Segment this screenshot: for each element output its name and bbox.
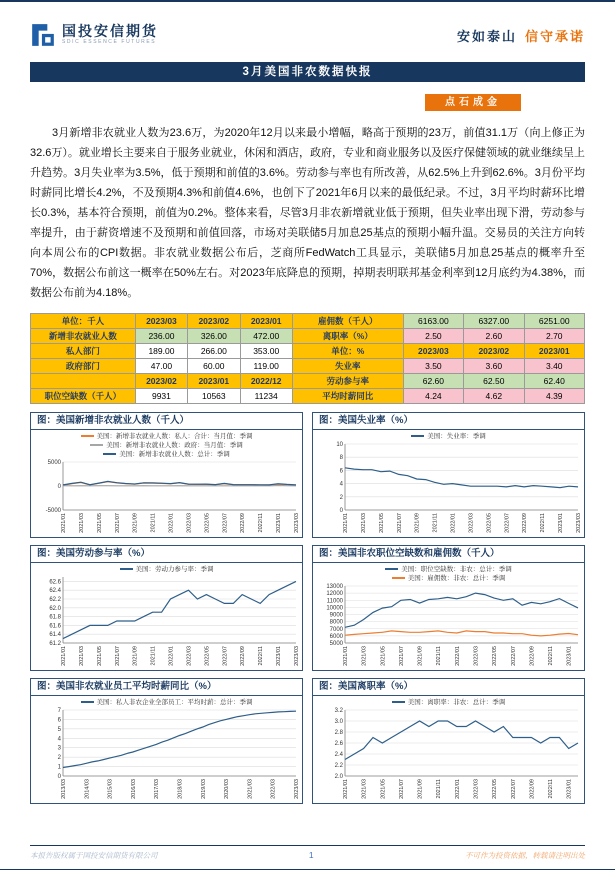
page-number: 1 — [308, 850, 314, 860]
table-header-cell: 单位：% — [292, 344, 403, 359]
svg-text:2021/05: 2021/05 — [378, 513, 385, 534]
svg-text:11000: 11000 — [326, 598, 343, 605]
chart-canvas — [313, 706, 584, 803]
svg-text:2.2: 2.2 — [334, 763, 343, 770]
svg-text:13000: 13000 — [326, 584, 343, 591]
table-value-cell: 11234 — [240, 389, 292, 404]
svg-text:2019/03: 2019/03 — [200, 779, 207, 800]
table-header-cell: 政府部门 — [31, 359, 136, 374]
svg-text:62.4: 62.4 — [49, 588, 61, 595]
table-value-cell: 266.00 — [188, 344, 240, 359]
svg-text:2021/07: 2021/07 — [398, 779, 405, 800]
chart-title: 图：美国非农就业员工平均时薪同比（%） — [31, 679, 302, 696]
svg-text:2023/01: 2023/01 — [558, 513, 565, 534]
svg-text:61.6: 61.6 — [49, 623, 61, 630]
legend-item: 美国：职位空缺数：非农：总计：季调 — [313, 564, 584, 573]
svg-text:2021/07: 2021/07 — [396, 513, 403, 534]
table-header-cell: 2023/03 — [403, 344, 463, 359]
svg-text:2021/07: 2021/07 — [114, 513, 121, 534]
table-value-cell: 60.00 — [188, 359, 240, 374]
svg-text:2021/11: 2021/11 — [436, 646, 443, 666]
badge-row — [30, 94, 585, 111]
table-value-cell: 6163.00 — [403, 314, 463, 329]
svg-text:2018/03: 2018/03 — [177, 779, 184, 800]
svg-text:2022/11: 2022/11 — [540, 513, 547, 533]
svg-text:0: 0 — [57, 774, 61, 781]
table-value-cell: 119.00 — [240, 359, 292, 374]
table-header-cell: 平均时薪同比 — [292, 389, 403, 404]
svg-text:2022/07: 2022/07 — [222, 513, 229, 534]
chart-panel-4 — [312, 545, 585, 671]
chart-panel-6 — [312, 678, 585, 804]
svg-text:1: 1 — [57, 764, 61, 771]
table-row — [31, 344, 585, 359]
svg-text:2022/11: 2022/11 — [548, 646, 555, 666]
svg-text:6: 6 — [339, 468, 343, 475]
svg-text:2023/03: 2023/03 — [576, 513, 582, 534]
svg-text:2017/03: 2017/03 — [154, 779, 161, 800]
legend-item: 美国：失业率：季调 — [313, 431, 584, 440]
svg-text:2022/07: 2022/07 — [510, 779, 517, 800]
svg-text:2021/01: 2021/01 — [343, 779, 349, 800]
svg-text:2022/03: 2022/03 — [270, 779, 277, 800]
table-header-cell: 2023/01 — [240, 314, 292, 329]
svg-text:2022/07: 2022/07 — [510, 646, 517, 667]
svg-text:4: 4 — [339, 481, 343, 488]
table-header-cell: 劳动参与率 — [292, 374, 403, 389]
svg-text:2022/05: 2022/05 — [492, 646, 499, 667]
table-header-cell — [31, 374, 136, 389]
svg-text:2023/01: 2023/01 — [276, 646, 283, 667]
svg-text:2021/03: 2021/03 — [247, 779, 254, 800]
table-value-cell: 2.70 — [524, 329, 584, 344]
svg-text:2022/11: 2022/11 — [258, 513, 265, 533]
svg-text:2022/01: 2022/01 — [454, 779, 461, 800]
legend-item: 美国：劳动力参与率：季调 — [31, 564, 302, 573]
svg-text:61.2: 61.2 — [49, 641, 61, 648]
svg-text:5000: 5000 — [47, 460, 61, 467]
summary-data-table — [30, 313, 585, 404]
svg-text:2: 2 — [339, 494, 343, 501]
svg-text:61.8: 61.8 — [49, 614, 61, 621]
chart-canvas — [31, 573, 302, 670]
svg-text:10000: 10000 — [326, 605, 343, 612]
svg-text:62.0: 62.0 — [49, 605, 61, 612]
svg-text:2.8: 2.8 — [334, 730, 343, 737]
svg-text:2021/07: 2021/07 — [398, 646, 405, 667]
chart-panel-5 — [30, 678, 303, 804]
footer-copyright: 本报告版权属于国投安信期货有限公司 — [30, 851, 158, 860]
svg-text:8: 8 — [339, 455, 343, 462]
svg-text:10: 10 — [336, 442, 343, 449]
svg-text:2021/03: 2021/03 — [78, 646, 85, 667]
chart-legend — [31, 696, 302, 706]
svg-text:2021/03: 2021/03 — [360, 513, 367, 534]
slogan-part-1: 安如泰山 — [456, 28, 517, 44]
table-value-cell: 6327.00 — [464, 314, 524, 329]
table-header-cell: 2022/12 — [240, 374, 292, 389]
svg-text:2021/09: 2021/09 — [414, 513, 421, 534]
svg-text:2023/03: 2023/03 — [294, 779, 300, 800]
table-value-cell: 3.50 — [403, 359, 463, 374]
chart-title: 图：美国劳动参与率（%） — [31, 546, 302, 563]
chart-legend — [313, 430, 584, 440]
legend-item: 美国：雇佣数：非农：总计：季调 — [313, 573, 584, 582]
table-value-cell: 62.60 — [403, 374, 463, 389]
svg-text:2022/03: 2022/03 — [473, 779, 480, 800]
svg-text:2022/01: 2022/01 — [168, 513, 175, 534]
table-value-cell: 3.40 — [524, 359, 584, 374]
table-value-cell: 62.50 — [464, 374, 524, 389]
chart-title: 图：美国新增非农就业人数（千人） — [31, 413, 302, 430]
svg-text:2022/01: 2022/01 — [168, 646, 175, 667]
svg-text:2021/09: 2021/09 — [417, 646, 424, 667]
table-row — [31, 329, 585, 344]
table-value-cell: 4.62 — [464, 389, 524, 404]
svg-text:2021/05: 2021/05 — [96, 513, 103, 534]
slogan-part-2: 信守承诺 — [524, 28, 585, 44]
table-value-cell: 10563 — [188, 389, 240, 404]
svg-text:2020/03: 2020/03 — [224, 779, 231, 800]
chart-canvas — [31, 458, 302, 537]
table-value-cell: 189.00 — [135, 344, 187, 359]
chart-title: 图：美国离职率（%） — [313, 679, 584, 696]
table-header-cell: 2023/03 — [135, 314, 187, 329]
svg-text:2022/03: 2022/03 — [186, 513, 193, 534]
svg-text:12000: 12000 — [326, 591, 343, 598]
svg-text:2.4: 2.4 — [334, 752, 343, 759]
svg-text:7: 7 — [57, 708, 61, 715]
svg-text:2022/03: 2022/03 — [186, 646, 193, 667]
svg-text:2022/03: 2022/03 — [468, 513, 475, 534]
chart-legend — [31, 563, 302, 573]
table-value-cell: 62.40 — [524, 374, 584, 389]
company-name-block — [62, 24, 158, 46]
svg-text:2023/01: 2023/01 — [566, 646, 573, 667]
svg-text:2021/11: 2021/11 — [436, 779, 443, 799]
table-value-cell: 353.00 — [240, 344, 292, 359]
svg-text:2022/11: 2022/11 — [258, 646, 265, 666]
chart-title: 图：美国非农职位空缺数和雇佣数（千人） — [313, 546, 584, 563]
svg-text:2023/03: 2023/03 — [294, 513, 300, 534]
svg-text:0: 0 — [339, 508, 343, 515]
chart-panel-3 — [30, 545, 303, 671]
svg-text:4: 4 — [57, 736, 61, 743]
svg-text:2021/01: 2021/01 — [61, 646, 67, 667]
svg-text:2022/07: 2022/07 — [504, 513, 511, 534]
table-header-cell: 失业率 — [292, 359, 403, 374]
svg-text:8000: 8000 — [329, 619, 343, 626]
svg-text:2.0: 2.0 — [334, 774, 343, 781]
chart-canvas — [313, 440, 584, 537]
svg-text:2015/03: 2015/03 — [107, 779, 114, 800]
svg-text:2021/01: 2021/01 — [343, 646, 349, 667]
company-logo — [30, 22, 158, 48]
svg-text:2022/05: 2022/05 — [204, 646, 211, 667]
svg-text:2022/09: 2022/09 — [522, 513, 529, 534]
table-header-cell: 职位空缺数（千人） — [31, 389, 136, 404]
table-value-cell: 47.00 — [135, 359, 187, 374]
legend-item: 美国：新增非农就业人数：总计：季调 — [31, 449, 302, 458]
table-value-cell: 236.00 — [135, 329, 187, 344]
svg-text:61.4: 61.4 — [49, 632, 61, 639]
table-row — [31, 389, 585, 404]
svg-text:2022/09: 2022/09 — [240, 646, 247, 667]
svg-text:2021/09: 2021/09 — [132, 513, 139, 534]
legend-item: 美国：新增非农就业人数：私人：合计：当月值：季调 — [31, 431, 302, 440]
table-value-cell: 4.39 — [524, 389, 584, 404]
svg-text:3: 3 — [57, 745, 61, 752]
svg-text:2022/09: 2022/09 — [240, 513, 247, 534]
table-header-cell: 2023/02 — [188, 314, 240, 329]
svg-text:9000: 9000 — [329, 612, 343, 619]
svg-text:2021/11: 2021/11 — [432, 513, 439, 533]
table-header-cell: 雇佣数（千人） — [292, 314, 403, 329]
table-row — [31, 359, 585, 374]
svg-text:2023/01: 2023/01 — [276, 513, 283, 534]
table-row — [31, 314, 585, 329]
series-badge: 点石成金 — [425, 94, 521, 111]
svg-text:2021/07: 2021/07 — [114, 646, 121, 667]
svg-text:2022/01: 2022/01 — [450, 513, 457, 534]
page-footer — [30, 845, 585, 861]
svg-text:2023/03: 2023/03 — [294, 646, 300, 667]
svg-text:2021/11: 2021/11 — [150, 513, 157, 533]
page-header — [30, 14, 585, 56]
svg-text:62.6: 62.6 — [49, 579, 61, 586]
table-header-cell: 私人部门 — [31, 344, 136, 359]
chart-legend — [313, 696, 584, 706]
svg-text:2021/01: 2021/01 — [343, 513, 349, 534]
legend-item: 美国：新增非农就业人数：政府：当月值：季调 — [31, 440, 302, 449]
chart-legend — [31, 430, 302, 458]
svg-text:2022/01: 2022/01 — [454, 646, 461, 667]
svg-text:2021/03: 2021/03 — [361, 646, 368, 667]
svg-text:2021/05: 2021/05 — [96, 646, 103, 667]
chart-title: 图：美国失业率（%） — [313, 413, 584, 430]
svg-text:2021/01: 2021/01 — [61, 513, 67, 534]
charts-grid — [30, 412, 585, 804]
svg-text:2023/01: 2023/01 — [566, 779, 573, 800]
table-header-cell: 新增非农就业人数 — [31, 329, 136, 344]
svg-text:7000: 7000 — [329, 626, 343, 633]
table-header-cell: 离职率（%） — [292, 329, 403, 344]
chart-canvas — [313, 582, 584, 670]
company-logo-icon — [30, 22, 56, 48]
table-header-cell: 2023/02 — [135, 374, 187, 389]
svg-text:2: 2 — [57, 755, 61, 762]
report-body-text: 3月新增非农就业人数为23.6万，为2020年12月以来最小增幅，略高于预期的23万，前值31.1万（向上修正为32.6万）。就业增长主要来自于服务业就业，休闲和酒店，政府，专业和商业服务以及医疗保健领域的就业继续呈上升趋势。3月失业率为3.5%，低于预期和前值的3.6%。劳动参与率也有所改善，从62.5%上升到62.6%。3月份平均时薪同比增长4.2%，不及预期4.3%和前值4.6%，也创下了2021年6月以来的最低纪录。不过，3月平均时薪环比增长0.3%，基本符合预期，前值为0.2%。整体来看，尽管3月非农新增就业低于预期，但失业率出现下滑，劳动参与率提升，由于薪资增速不及预期和前值回落，市场对美联储5月加息25基点的预期小幅升温。交易员的关注方向转向本周公布的CPI数据。非农就业数据公布后，芝商所FedWatch工具显示，美联储5月加息25基点的概率升至70%，数据公布前这一概率在50%左右。对2023年底降息的预期，掉期表明联邦基金利率到12月底约为4.38%，而数据公布前为4.18%。 — [30, 127, 585, 300]
svg-text:6000: 6000 — [329, 634, 343, 641]
chart-panel-2 — [312, 412, 585, 538]
svg-text:2021/03: 2021/03 — [78, 513, 85, 534]
table-value-cell: 2.50 — [403, 329, 463, 344]
svg-text:62.2: 62.2 — [49, 597, 61, 604]
svg-text:2022/07: 2022/07 — [222, 646, 229, 667]
chart-canvas — [31, 706, 302, 803]
svg-text:2021/05: 2021/05 — [380, 646, 387, 667]
table-value-cell: 472.00 — [240, 329, 292, 344]
svg-text:2022/03: 2022/03 — [473, 646, 480, 667]
svg-text:2022/05: 2022/05 — [492, 779, 499, 800]
svg-text:2022/05: 2022/05 — [486, 513, 493, 534]
svg-text:2022/09: 2022/09 — [529, 646, 536, 667]
table-value-cell: 326.00 — [188, 329, 240, 344]
svg-text:2021/03: 2021/03 — [361, 779, 368, 800]
table-header-cell: 单位：千人 — [31, 314, 136, 329]
chart-legend — [313, 563, 584, 582]
svg-text:2021/09: 2021/09 — [417, 779, 424, 800]
svg-text:2014/03: 2014/03 — [84, 779, 91, 800]
table-header-cell: 2023/01 — [524, 344, 584, 359]
company-name: 国投安信期货 — [62, 23, 158, 39]
footer-disclaimer: 不可作为投资依据，转载请注明出处 — [464, 851, 585, 860]
svg-text:3.0: 3.0 — [334, 719, 343, 726]
svg-text:2022/11: 2022/11 — [548, 779, 555, 799]
company-name-en: SDIC ESSENCE FUTURES — [62, 39, 157, 45]
svg-text:2.6: 2.6 — [334, 741, 343, 748]
svg-text:2021/05: 2021/05 — [380, 779, 387, 800]
svg-text:2021/09: 2021/09 — [132, 646, 139, 667]
table-value-cell: 3.60 — [464, 359, 524, 374]
svg-text:0: 0 — [57, 484, 61, 491]
table-value-cell: 2.60 — [464, 329, 524, 344]
svg-text:2021/11: 2021/11 — [150, 646, 157, 666]
report-title: 3月美国非农数据快报 — [30, 62, 585, 82]
svg-text:2022/05: 2022/05 — [204, 513, 211, 534]
table-value-cell: 4.24 — [403, 389, 463, 404]
table-header-cell: 2023/01 — [188, 374, 240, 389]
legend-item: 美国：离职率：非农：总计：季调 — [313, 697, 584, 706]
table-row — [31, 374, 585, 389]
chart-panel-1 — [30, 412, 303, 538]
table-value-cell: 6251.00 — [524, 314, 584, 329]
svg-text:2013/03: 2013/03 — [61, 779, 67, 800]
table-value-cell: 9931 — [135, 389, 187, 404]
legend-item: 美国：私人非农企业全部员工：平均时薪：总计：季调 — [31, 697, 302, 706]
svg-text:5: 5 — [57, 726, 61, 733]
svg-text:6: 6 — [57, 717, 61, 724]
svg-text:3.2: 3.2 — [334, 708, 343, 715]
svg-text:5000: 5000 — [329, 641, 343, 648]
svg-text:2022/09: 2022/09 — [529, 779, 536, 800]
table-header-cell: 2023/02 — [464, 344, 524, 359]
svg-text:-5000: -5000 — [45, 508, 61, 515]
svg-text:2016/03: 2016/03 — [130, 779, 137, 800]
company-slogan — [457, 26, 585, 45]
